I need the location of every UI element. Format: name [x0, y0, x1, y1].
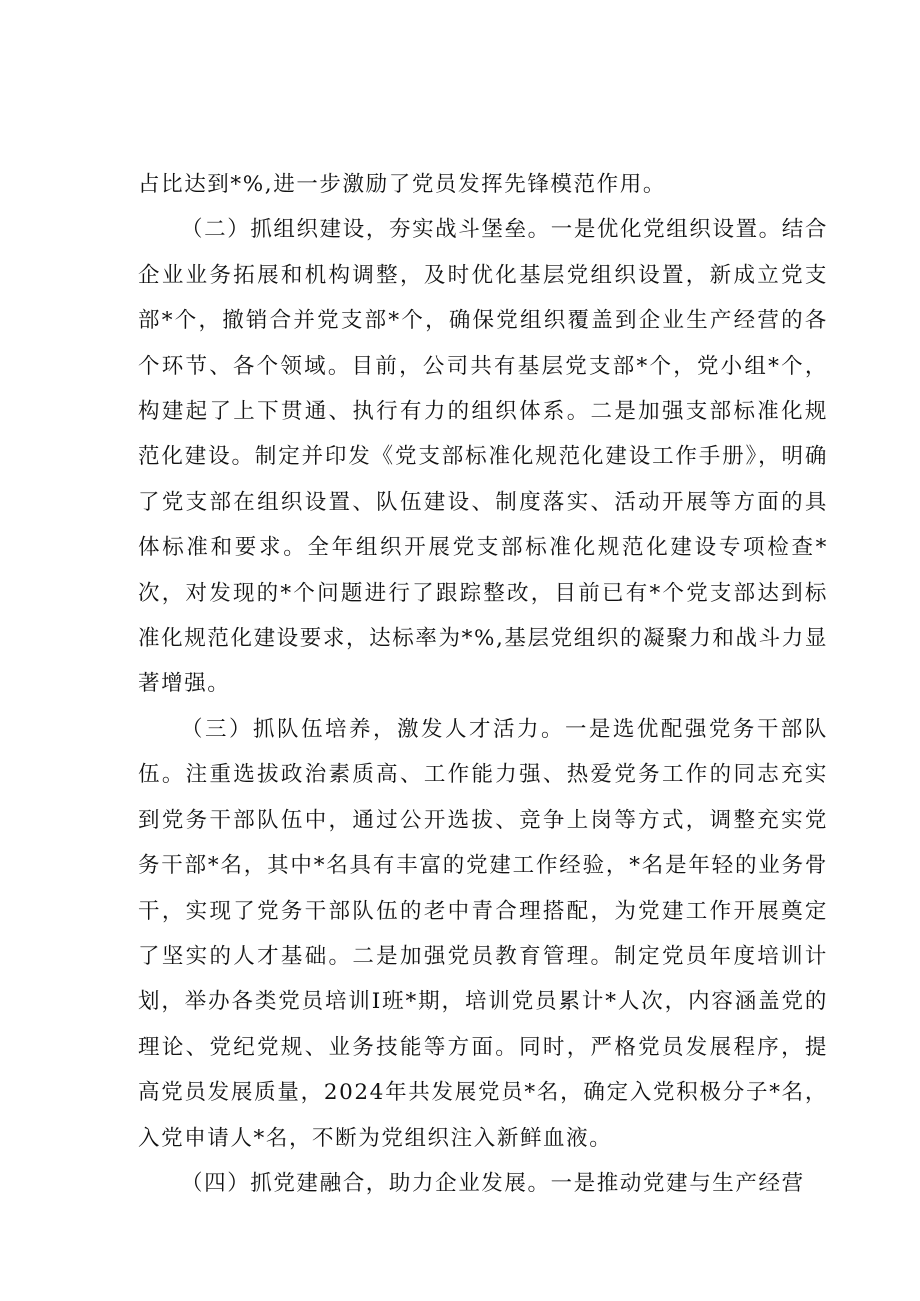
paragraph-party-integration: （四）抓党建融合，助力企业发展。一是推动党建与生产经营	[181, 1170, 805, 1196]
paragraph-continuation: 占比达到*%,进一步激励了党员发挥先锋模范作用。	[138, 172, 666, 197]
document-body	[138, 162, 828, 1206]
paragraph-team-training: （三）抓队伍培养，激发人才活力。一是选优配强党务干部队伍。注重选拔政治素质高、工作能力强、热爱党务工作的同志充实到党务干部队伍中，通过公开选拔、竞争上岗等方式，调整充实党务干部*名，其中*名具有丰富的党建工作经验，*名是年轻的业务骨干，实现了党务干部队伍的老中青合理搭配，为党建工作开展奠定了坚实的人才基础。二是加强党员教育管理。制定党员年度培训计划，举办各类党员培训I班*期，培训党员累计*人次，内容涵盖党的理论、党纪党规、业务技能等方面。同时，严格党员发展程序，提高党员发展质量，2024年共发展党员*名，确定入党积极分子*名，入党申请人*名，不断为党组织注入新鲜血液。	[138, 716, 828, 1151]
paragraph-organization-building: （二）抓组织建设，夯实战斗堡垒。一是优化党组织设置。结合企业业务拓展和机构调整，及时优化基层党组织设置，新成立党支部*个，撤销合并党支部*个，确保党组织覆盖到企业生产经营的各个环节、各个领域。目前，公司共有基层党支部*个，党小组*个，构建起了上下贯通、执行有力的组织体系。二是加强支部标准化规范化建设。制定并印发《党支部标准化规范化建设工作手册》，明确了党支部在组织设置、队伍建设、制度落实、活动开展等方面的具体标准和要求。全年组织开展党支部标准化规范化建设专项检查*次，对发现的*个问题进行了跟踪整改，目前已有*个党支部达到标准化规范化建设要求，达标率为*%,基层党组织的凝聚力和战斗力显著增强。	[138, 217, 828, 697]
